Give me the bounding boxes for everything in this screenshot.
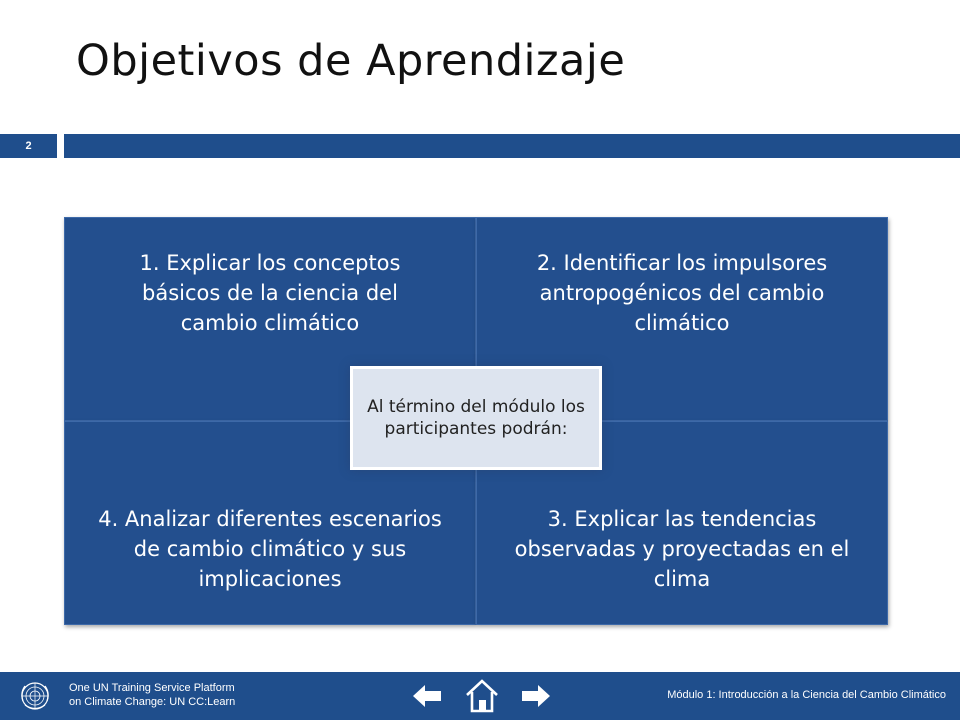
platform-line-2: on Climate Change: UN CC:Learn — [69, 696, 236, 708]
previous-slide-button[interactable] — [409, 678, 445, 714]
page-title: Objetivos de Aprendizaje — [76, 36, 626, 86]
objective-3-text: 3. Explicar las tendencias observadas y proyectadas en el clima — [514, 507, 850, 591]
next-slide-button[interactable] — [518, 678, 554, 714]
slide-number: 2 — [0, 134, 57, 158]
objective-2-text: 2. Identificar los impulsores antropogénicos del cambio climático — [536, 251, 828, 335]
module-label: Módulo 1: Introducción a la Ciencia del Cambio Climático — [667, 689, 946, 701]
home-button[interactable] — [462, 676, 502, 716]
platform-line-1: One UN Training Service Platform — [69, 682, 235, 694]
arrow-left-icon — [411, 683, 443, 709]
center-intro-text: Al término del módulo los participantes podrán: — [367, 397, 585, 439]
objective-1-text: 1. Explicar los conceptos básicos de la ciencia del cambio climático — [139, 251, 401, 335]
arrow-right-icon — [520, 683, 552, 709]
footer-bar — [0, 672, 960, 720]
platform-name — [69, 681, 235, 709]
center-intro-box — [350, 366, 602, 470]
home-icon — [463, 678, 501, 714]
objective-4-text: 4. Analizar diferentes escenarios de cambio climático y sus implicaciones — [98, 507, 442, 591]
title-underline-bar — [64, 134, 960, 158]
un-emblem-icon — [16, 677, 54, 715]
